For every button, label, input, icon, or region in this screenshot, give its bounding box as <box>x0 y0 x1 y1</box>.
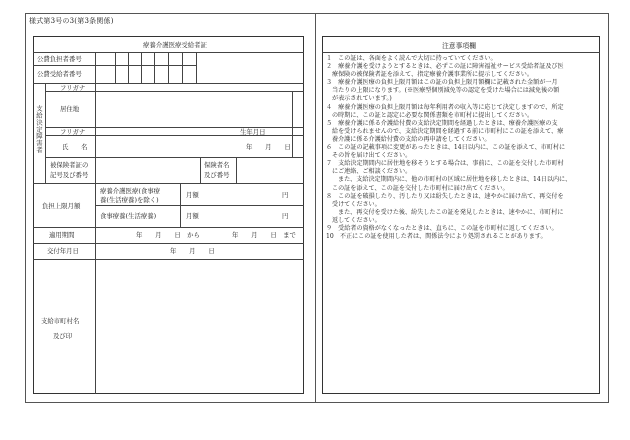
furigana-label-2: フリガナ <box>60 128 86 136</box>
period-from: 年 月 日 から <box>136 231 200 239</box>
form-label: 様式第3号の3(第3条関係) <box>29 17 114 25</box>
monthly-label-1: 月額 <box>186 191 199 199</box>
insurer-label-2: 及び番号 <box>204 171 230 179</box>
fold-line <box>315 13 316 403</box>
public-recipient-number-label: 公費受給者番号 <box>37 70 82 78</box>
notes-list <box>326 55 598 241</box>
furigana-label-1: フリガナ <box>60 84 86 92</box>
note-line: ８ この証を破損したり、汚したり又は紛失したときは、速やかに届け出て、再交付を <box>326 192 564 200</box>
yen-label-1: 円 <box>282 191 289 199</box>
note-line: ５ 療養介護に係る介護給付費の支給決定期間を経過したときは、療養介護医療の支 <box>326 119 558 127</box>
limit-care-label-1: 療養介護医療(食事療 <box>100 187 161 195</box>
note-line: また、支給決定期間内に、他の市町村の区域に居住地を移したときは、14日以内に、 <box>338 176 572 184</box>
note-line: ２ 療養介護を受けようとするときは、必ずこの証に障害福祉サービス受給者証及び医 <box>326 63 564 71</box>
notes-title: 注意事項欄 <box>442 42 476 50</box>
note-line: 10 不正にこの証を使用した者は、関係法令により処罰されることがあります。 <box>326 233 547 241</box>
note-line: また、再交付を受けた後、紛失したこの証を発見したときは、速やかに、市町村に <box>338 208 564 216</box>
note-line: 養介護に係る介護給付費の支給の再申請をしてください。 <box>332 135 491 143</box>
address-label: 居住地 <box>60 105 80 113</box>
monthly-label-2: 月額 <box>186 212 199 220</box>
name-label: 氏 名 <box>62 143 88 151</box>
issue-date-label: 交付年月日 <box>47 247 79 255</box>
note-line: が表示されています。) <box>332 95 392 103</box>
note-line: ６ この証の記載事項に変更があったときは、14日以内に、この証を添えて、市町村に <box>326 144 566 152</box>
note-line: 返してください。 <box>332 216 381 224</box>
card-title: 療養介護医療受給者証 <box>143 41 207 49</box>
public-payer-number-label: 公費負担者番号 <box>37 55 82 63</box>
note-line: ４ 療養介護医療の負担上限月額は毎年利用者の収入等に応じて決定しますので、所定 <box>326 103 564 111</box>
note-line: 受けてください。 <box>332 200 381 208</box>
limit-meal-label: 食事療養(生活療養) <box>100 212 157 220</box>
birth-date-label: 生年月日 <box>240 128 266 136</box>
note-line: １ この証は、各面をよく読んで大切に持っていてください。 <box>326 55 497 62</box>
note-line: この証を添えて、この証を交付した市町村に届け出てください。 <box>332 184 509 192</box>
note-line: その旨を届け出てください。 <box>332 152 412 160</box>
municipality-label-1: 支給市町村名 <box>41 317 80 325</box>
note-line: にご連絡、ご相談ください。 <box>332 168 412 176</box>
issue-ymd: 年 月 日 <box>170 247 215 255</box>
note-line: 療保険の被保険者証を添えて、指定療養介護事業所に提示してください。 <box>332 71 533 79</box>
yen-label-2: 円 <box>282 212 289 220</box>
note-line: 当たりの上限になります。(※医療型個別減免等の認定を受けた場合には減免後の額 <box>332 87 560 95</box>
municipality-label-2: 及び印 <box>53 332 73 340</box>
insurer-label-1: 保険者名 <box>204 161 230 169</box>
period-label: 適用期間 <box>49 231 75 239</box>
limit-care-label-2: 養(生活療養)を除く) <box>100 196 159 204</box>
note-line: ７ 支給決定期間内に居住地を移そうとする場合は、事前に、この証を交付した市町村 <box>326 160 564 168</box>
insured-card-label-2: 記号及び番号 <box>50 171 89 179</box>
note-line: ３ 療養介護医療の負担上限月額はこの証の負担上限月額欄に記載された金額が一月 <box>326 79 558 87</box>
note-line: ９ 受給者の資格がなくなったときは、直ちに、この証を市町村に返してください。 <box>326 224 558 232</box>
limit-label: 負担上限月額 <box>42 202 81 210</box>
recipient-section-label: 支給決定障害者 <box>35 105 43 154</box>
birth-ymd: 年 月 日 <box>246 143 291 151</box>
insured-card-label-1: 被保険者証の <box>50 161 89 169</box>
period-to: 年 月 日 まで <box>232 231 296 239</box>
note-line: の時期に、この証と認定に必要な関係書類を市町村に提出してください。 <box>332 111 534 119</box>
note-line: 給を受けられませんので、支給決定期間を経過する前に市町村にこの証を添えて、療 <box>332 127 564 135</box>
